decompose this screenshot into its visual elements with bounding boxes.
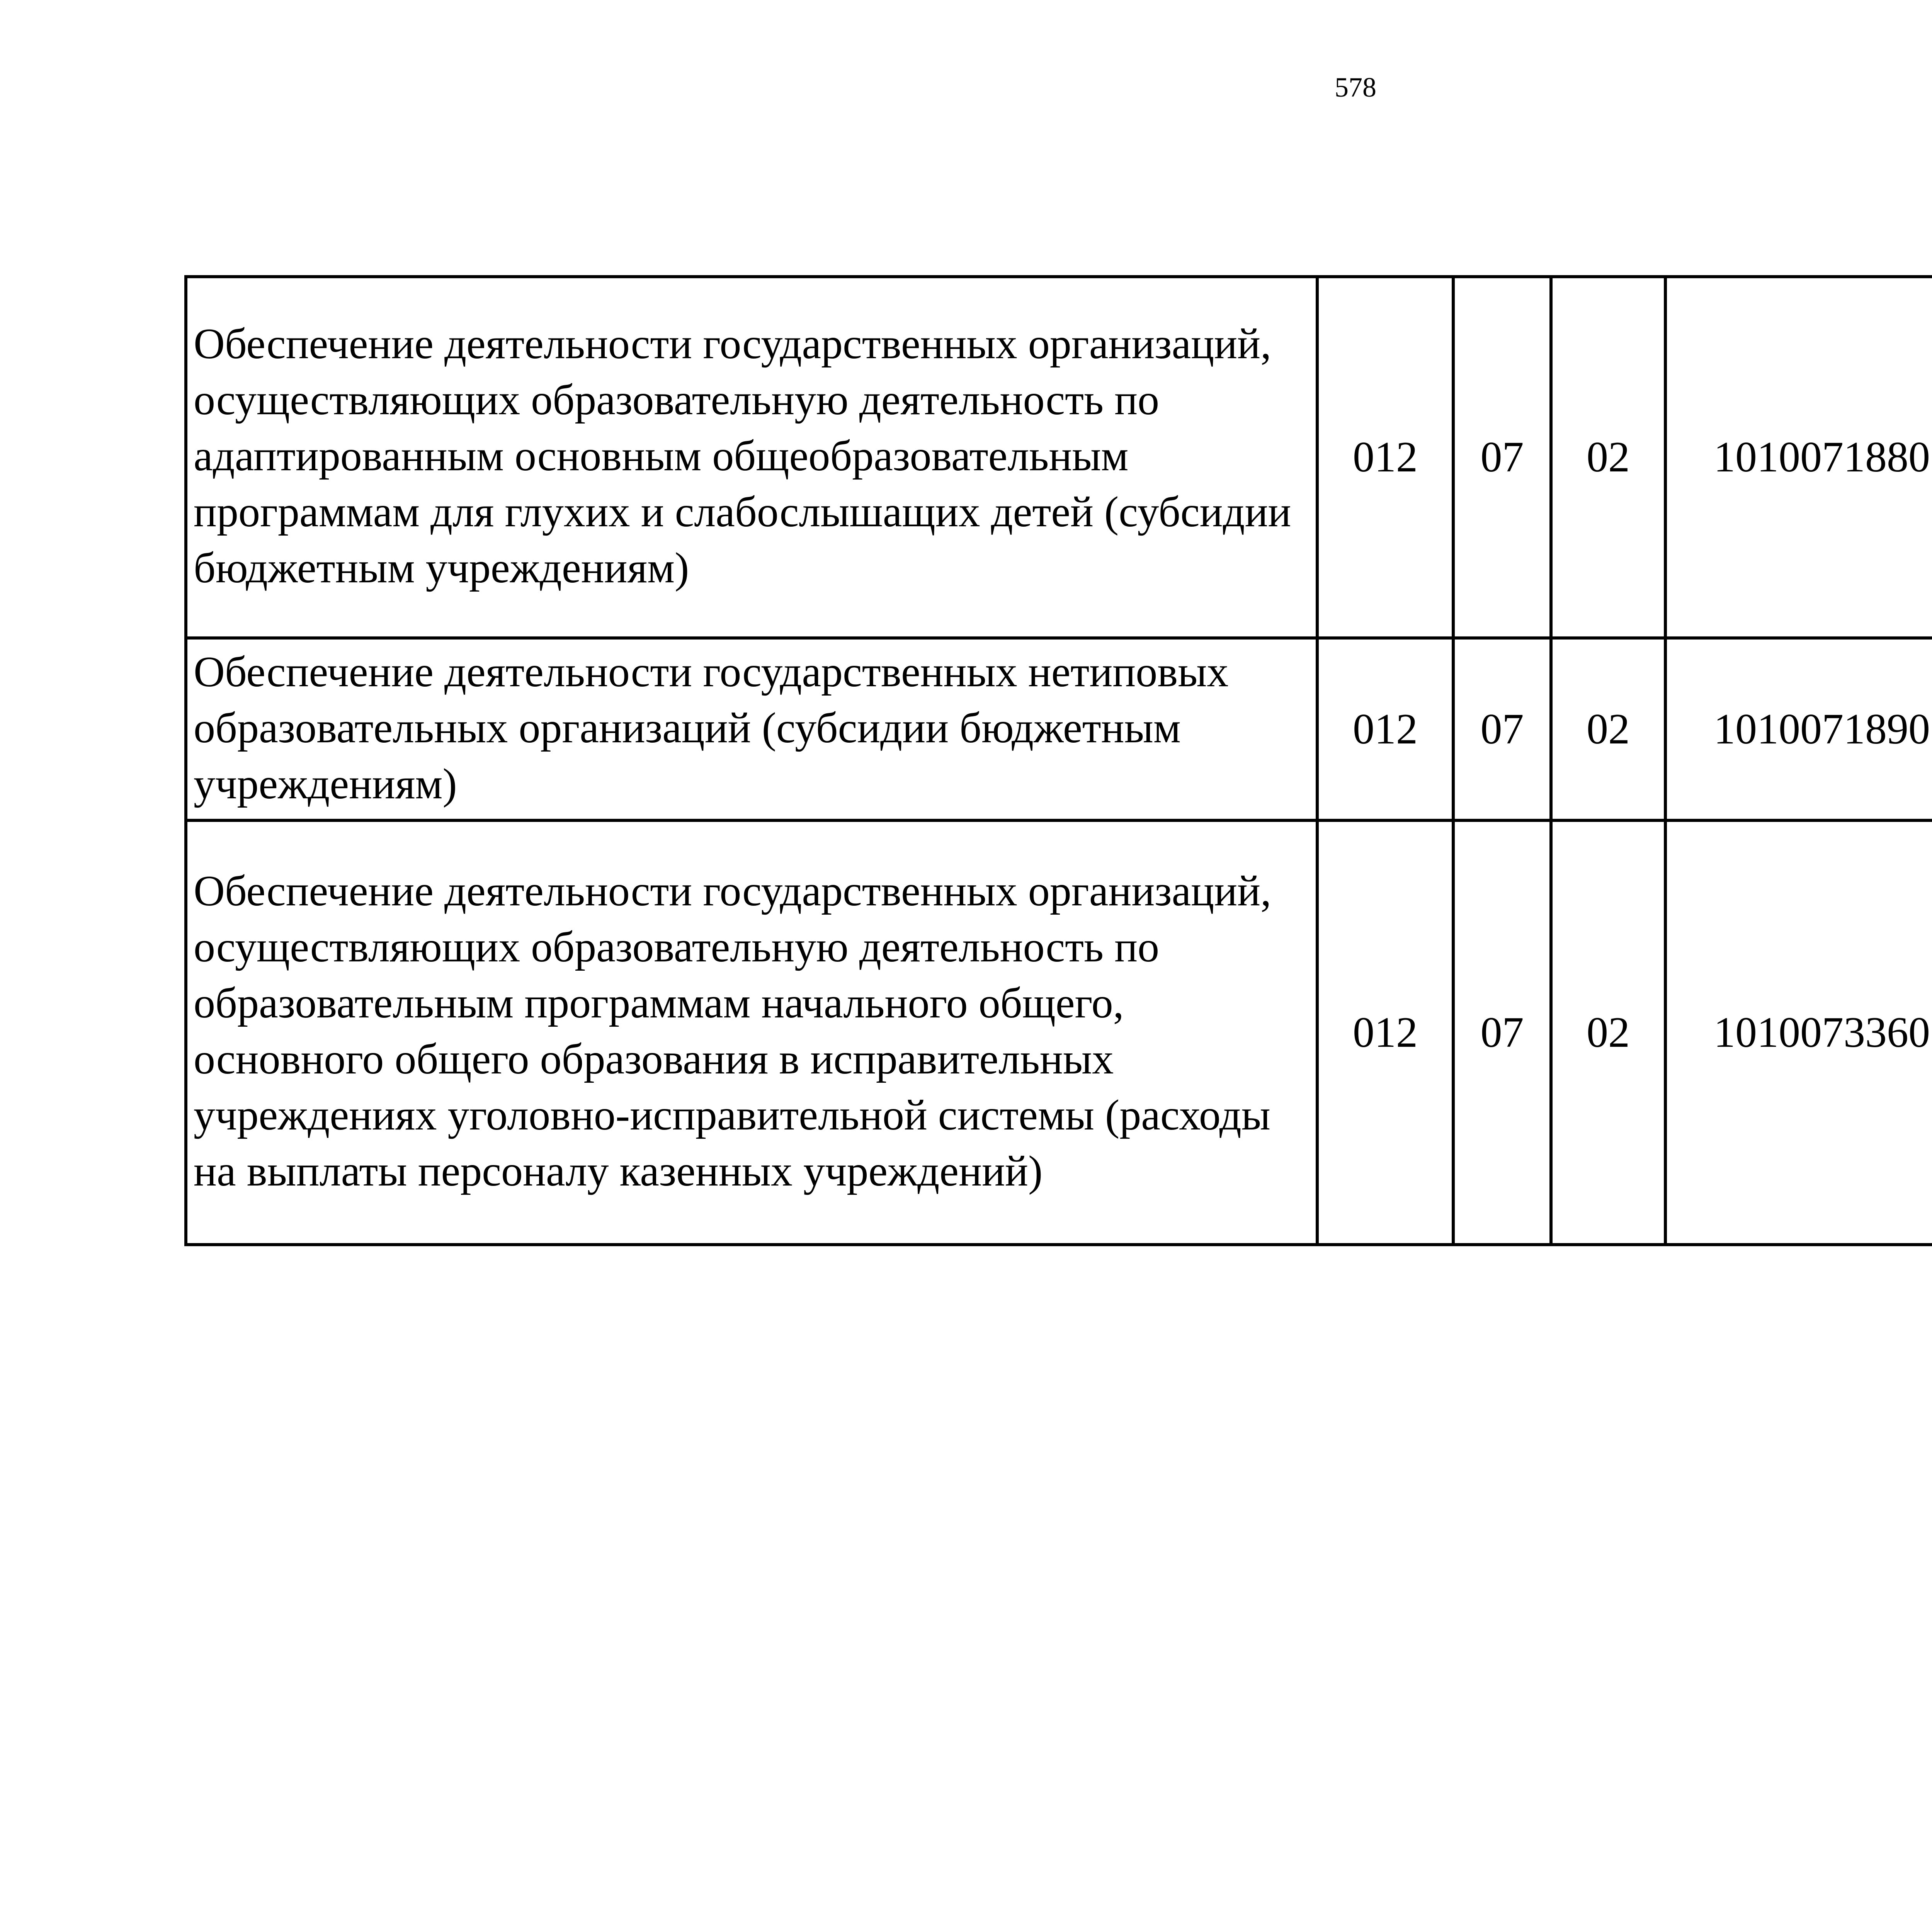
section-code: 07 [1453,638,1551,820]
ministry-code: 012 [1317,638,1453,820]
target-article-code: 1010071890 [1665,638,1932,820]
subsection-code: 02 [1551,820,1665,1245]
target-article-code: 1010071880 [1665,277,1932,638]
subsection-code: 02 [1551,277,1665,638]
page-number: 578 [1335,72,1376,103]
expense-description: Обеспечение деятельности государственных организаций, осуществляющих образовательную деятельность по адаптированным основным общеобразовательным программам для глухих и слабослышащих детей (субсидии бюджетным учреждениям) [186,277,1317,638]
table-row [186,277,1932,638]
table-row [186,820,1932,1245]
expense-description: Обеспечение деятельности государственных нетиповых образовательных организаций (субсидии бюджетным учреждениям) [186,638,1317,820]
expense-description: Обеспечение деятельности государственных организаций, осуществляющих образовательную деятельность по образовательным программам начального общего, основного общего образования в исправительных учреждениях уголовно-исправительной системы (расходы на выплаты персоналу казенных учреждений) [186,820,1317,1245]
budget-table [184,275,1932,1246]
section-code: 07 [1453,820,1551,1245]
subsection-code: 02 [1551,638,1665,820]
ministry-code: 012 [1317,277,1453,638]
ministry-code: 012 [1317,820,1453,1245]
section-code: 07 [1453,277,1551,638]
table-row [186,638,1932,820]
target-article-code: 1010073360 [1665,820,1932,1245]
